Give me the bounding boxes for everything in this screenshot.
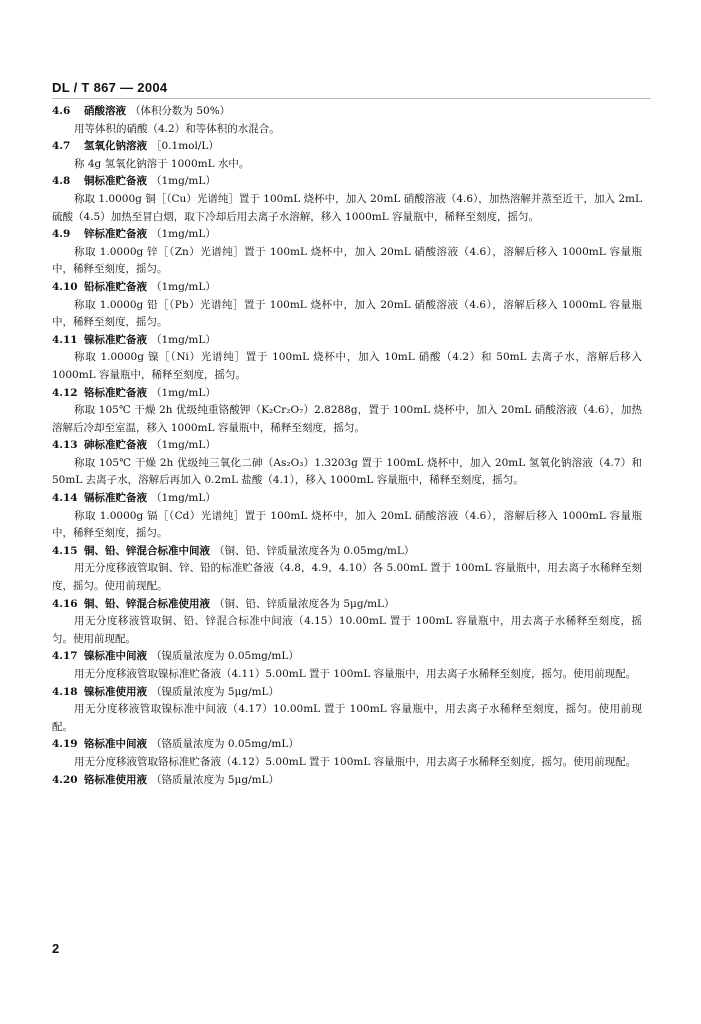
section-unit: （1mg/mL）: [151, 333, 216, 346]
section-body: 称 4g 氢氧化钠溶于 1000mL 水中。: [74, 157, 250, 170]
section-4-16: [52, 596, 642, 649]
section-heading: [52, 437, 642, 455]
section-number: 4.20: [52, 773, 78, 786]
section-number: 4.9: [52, 228, 71, 241]
section-4-11: [52, 332, 642, 385]
document-body: [52, 103, 642, 789]
page-number: 2: [52, 941, 60, 956]
section-body: 用无分度移液管取铜、铅、锌混合标准中间液（4.15）10.00mL 置于 100mL 容量瓶中，用去离子水稀释至刻度，摇匀。使用前现配。: [52, 615, 642, 645]
section-unit: （1mg/mL）: [151, 228, 216, 241]
section-body: 用无分度移液管取镍标准中间液（4.17）10.00mL 置于 100mL 容量瓶中，用去离子水稀释至刻度，摇匀。使用前现配。: [52, 703, 642, 733]
section-unit: （1mg/mL）: [151, 386, 216, 399]
section-number: 4.17: [52, 650, 78, 663]
section-unit: （镍质量浓度为 5μg/mL）: [151, 685, 280, 698]
section-number: 4.6: [52, 105, 71, 117]
section-heading: [52, 385, 642, 403]
section-number: 4.8: [52, 175, 71, 188]
section-number: 4.10: [52, 280, 78, 293]
section-heading: [52, 103, 642, 121]
section-unit: （1mg/mL）: [151, 280, 216, 293]
section-number: 4.14: [52, 492, 78, 505]
section-4-9: [52, 226, 642, 279]
section-number: 4.12: [52, 386, 78, 399]
section-number: 4.11: [52, 333, 78, 346]
section-4-19: [52, 736, 642, 771]
section-unit: （1mg/mL）: [151, 492, 216, 505]
section-number: 4.13: [52, 439, 78, 452]
section-4-14: [52, 490, 642, 543]
section-title: 镉标准贮备液: [84, 492, 147, 505]
section-heading: [52, 543, 642, 561]
section-unit: ［0.1mol/L）: [151, 140, 219, 153]
section-4-13: [52, 437, 642, 490]
section-heading: [52, 736, 642, 754]
section-unit: （体积分数为 50%）: [130, 105, 231, 117]
section-number: 4.16: [52, 597, 78, 610]
section-body: 称取 105℃ 干燥 2h 优级纯三氧化二砷（As₂O₃）1.3203g 置于 100mL 烧杯中，加入 20mL 氢氧化钠溶液（4.7）和 50mL 去离子水，溶解后再加入 0.2mL 盐酸（4.1），移入 1000mL 容量瓶中，稀释至刻度，摇匀。: [52, 456, 642, 487]
section-4-15: [52, 543, 642, 596]
section-heading: [52, 173, 642, 191]
section-title: 铜、铅、锌混合标准中间液: [84, 544, 210, 557]
section-4-7: [52, 138, 642, 173]
section-body: 称取 1.0000g 铅［（Pb）光谱纯］置于 100mL 烧杯中，加入 20mL 硝酸溶液（4.6），溶解后移入 1000mL 容量瓶中，稀释至刻度，摇匀。: [52, 298, 642, 329]
section-4-20: [52, 772, 642, 790]
section-title: 砷标准贮备液: [84, 439, 147, 452]
section-title: 镍标准中间液: [84, 650, 147, 663]
section-unit: （铜、铅、锌质量浓度各为 5μg/mL）: [214, 597, 395, 610]
section-title: 铅标准贮备液: [84, 280, 147, 293]
section-body: 用无分度移液管取镍标准贮备液（4.11）5.00mL 置于 100mL 容量瓶中，用去离子水稀释至刻度，摇匀。使用前现配。: [74, 668, 637, 680]
section-heading: [52, 279, 642, 297]
section-title: 镍标准使用液: [84, 685, 147, 698]
section-unit: （镍质量浓度为 0.05mg/mL）: [151, 650, 299, 663]
section-number: 4.15: [52, 544, 78, 557]
section-title: 硝酸溶液: [84, 105, 126, 117]
section-4-18: [52, 684, 642, 737]
section-body: 用等体积的硝酸（4.2）和等体积的水混合。: [74, 122, 280, 135]
standard-code-header: DL / T 867 — 2004: [52, 80, 168, 95]
section-body: 称取 1.0000g 铜［（Cu）光谱纯］置于 100mL 烧杯中，加入 20mL 硝酸溶液（4.6），加热溶解并蒸至近干，加入 2mL 硫酸（4.5）加热至冒白烟，取下冷却后用去离子水溶解，移入 1000mL 容量瓶中，稀释至刻度，摇匀。: [52, 192, 642, 223]
section-body: 称取 1.0000g 锌［（Zn）光谱纯］置于 100mL 烧杯中，加入 20mL 硝酸溶液（4.6），溶解后移入 1000mL 容量瓶中，稀释至刻度，摇匀。: [52, 245, 642, 276]
section-unit: （1mg/mL）: [151, 439, 216, 452]
section-title: 铜、铅、锌混合标准使用液: [84, 597, 210, 610]
section-number: 4.7: [52, 140, 71, 153]
section-body: 称取 1.0000g 镍［（Ni）光谱纯］置于 100mL 烧杯中，加入 10mL 硝酸（4.2）和 50mL 去离子水，溶解后移入 1000mL 容量瓶中，稀释至刻度，摇匀。: [52, 351, 642, 381]
section-unit: （铬质量浓度为 0.05mg/mL）: [151, 738, 299, 751]
section-body: 用无分度移液管取铜、锌、铅的标准贮备液（4.8，4.9，4.10）各 5.00mL 置于 100mL 容量瓶中，用去离子水稀释至刻度，摇匀。使用前现配。: [52, 562, 642, 593]
section-title: 镍标准贮备液: [84, 333, 147, 346]
section-4-17: [52, 648, 642, 683]
section-heading: [52, 596, 642, 614]
section-4-12: [52, 385, 642, 438]
section-4-10: [52, 279, 642, 332]
section-unit: （1mg/mL）: [151, 175, 216, 188]
section-number: 4.18: [52, 685, 78, 698]
section-number: 4.19: [52, 738, 78, 751]
section-body: 称取 1.0000g 镉［（Cd）光谱纯］置于 100mL 烧杯中，加入 20mL 硝酸溶液（4.6），溶解后移入 1000mL 容量瓶中，稀释至刻度，摇匀。: [52, 509, 642, 540]
section-4-8: [52, 173, 642, 226]
section-body: 称取 105℃ 干燥 2h 优级纯重铬酸钾（K₂Cr₂O₇）2.8288g，置于 100mL 烧杯中，加入 20mL 硝酸溶液（4.6），加热溶解后冷却至室温，移入 1000mL 容量瓶中，稀释至刻度，摇匀。: [52, 404, 642, 434]
section-heading: [52, 648, 642, 666]
section-4-6: [52, 103, 642, 138]
section-unit: （铬质量浓度为 5μg/mL）: [151, 773, 280, 786]
section-heading: [52, 772, 642, 790]
section-title: 铬标准贮备液: [84, 386, 147, 399]
section-heading: [52, 138, 642, 156]
section-title: 氢氧化钠溶液: [84, 140, 147, 153]
section-heading: [52, 684, 642, 702]
section-title: 铬标准中间液: [84, 738, 147, 751]
section-body: 用无分度移液管取铬标准贮备液（4.12）5.00mL 置于 100mL 容量瓶中，用去离子水稀释至刻度，摇匀。使用前现配。: [74, 755, 637, 768]
section-heading: [52, 226, 642, 244]
section-heading: [52, 332, 642, 350]
section-title: 铜标准贮备液: [84, 175, 147, 188]
section-title: 锌标准贮备液: [84, 228, 147, 241]
section-heading: [52, 490, 642, 508]
header-rule: [52, 98, 651, 99]
section-title: 铬标准使用液: [84, 773, 147, 786]
section-unit: （铜、铅、锌质量浓度各为 0.05mg/mL）: [214, 544, 415, 557]
